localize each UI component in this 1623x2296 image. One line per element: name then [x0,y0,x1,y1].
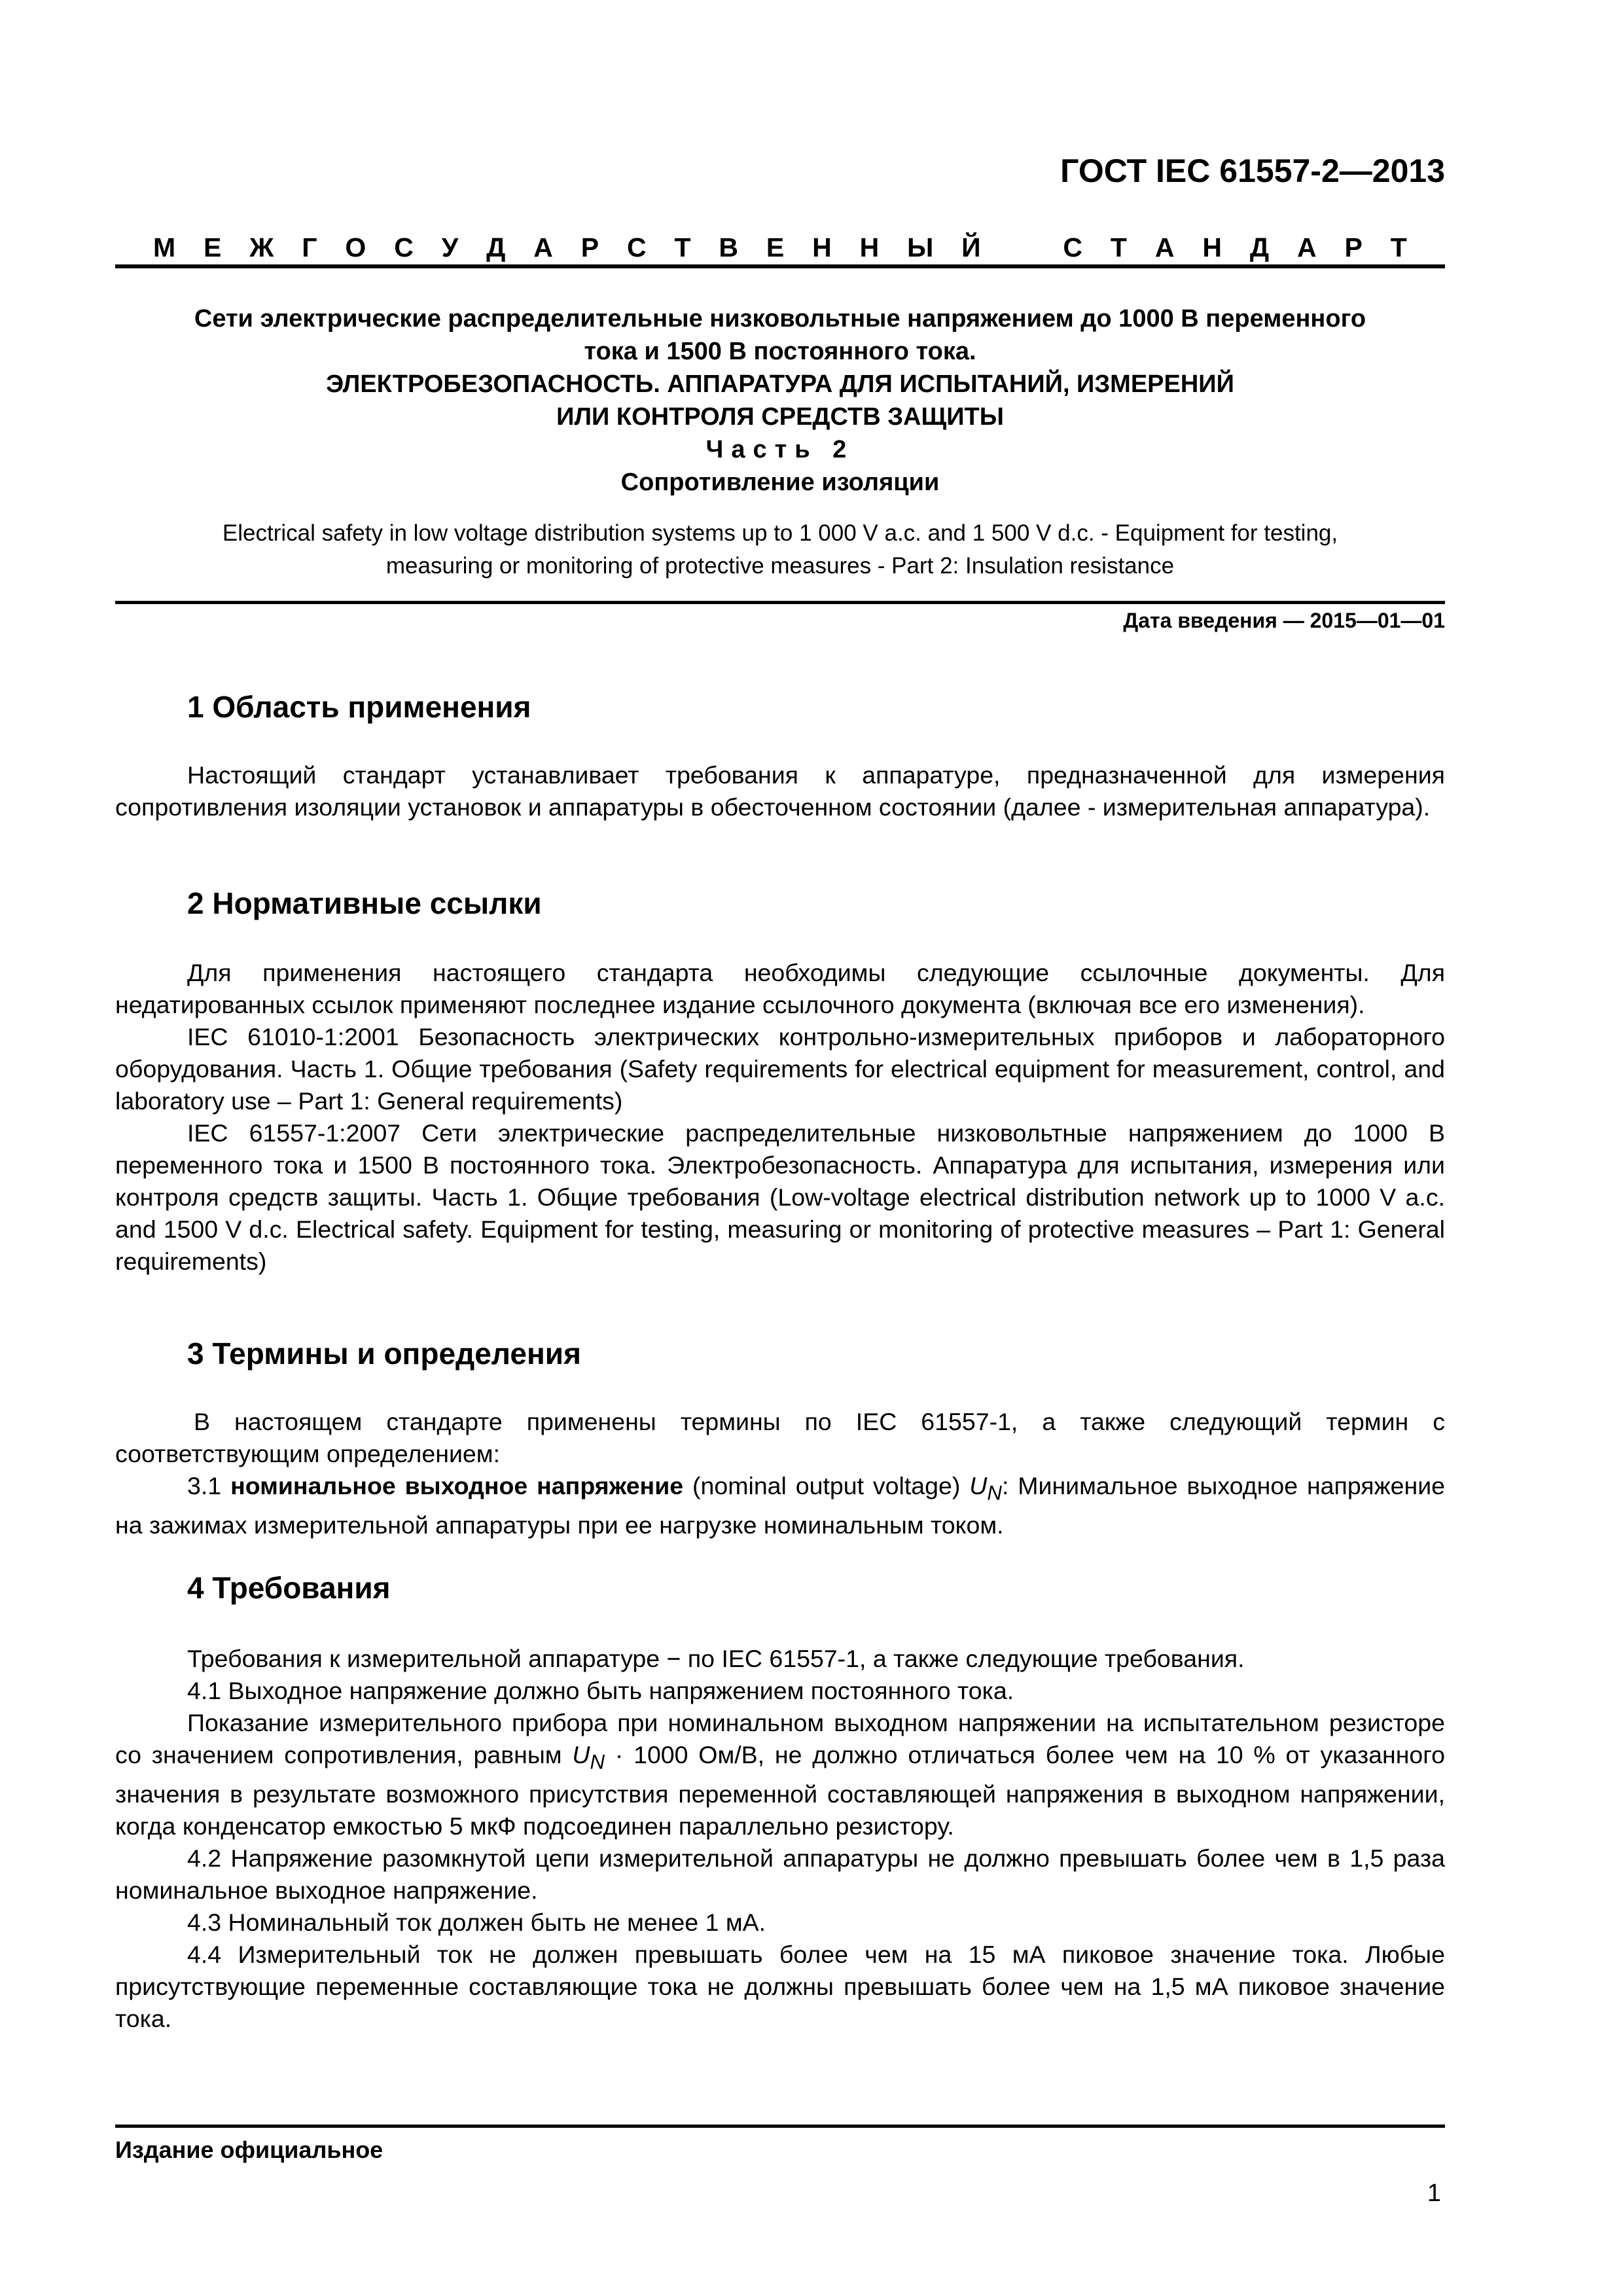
title-line: тока и 1500 В постоянного тока. [584,338,976,365]
banner-letter: Е [766,232,785,262]
banner-letter: А [1296,232,1317,262]
section-scope [115,687,1445,823]
symbol-un: $U_N$ [572,1741,605,1774]
term-english: (nominal output voltage) [692,1472,961,1499]
title-block [115,302,1445,499]
banner-letter: Т [1390,232,1407,262]
section-normative-references [115,884,1445,1278]
section-terms [115,1334,1445,1541]
banner-letter: Т [674,232,691,262]
requirement-item: 4.2 Напряжение разомкнутой цепи измерительной аппаратуры не должно превышать более чем в 1,5 раза номинальное выходное напряжение. [115,1844,1445,1904]
requirement-item: 4.4 Измерительный ток не должен превышать более чем на 15 мА пиковое значение тока. Любые присутствующие переменные составляющие тока не должны превышать более чем на 1,5 мА пиковое значение тока. [115,1940,1445,2032]
section-heading: 3 Термины и определения [187,1336,581,1371]
title-line: ИЛИ КОНТРОЛЯ СРЕДСТВ ЗАЩИТЫ [556,403,1004,431]
banner-letter: Н [812,232,832,262]
banner-letter: Ы [907,232,934,262]
section-heading: 2 Нормативные ссылки [187,886,542,920]
footer-rule [115,2125,1445,2128]
banner-letter: Р [580,232,599,262]
document-page [115,0,1445,2296]
banner-letter: С [626,232,647,262]
paragraph: Показание измерительного прибора при номинальном выходном напряжении на испытательном резисторе со значением сопротивления, равным $U_N \cdot 1000$ Ом/В, не должно отличаться более чем на 10 % от указанного значения в результате возможного присутствия переменной составляющей напряжения в выходном напряжении, когда конденсатор емкостью 5 мкФ подсоединен параллельно резистору. [115,1709,1445,1840]
requirement-item: 4.3 Номинальный ток должен быть не менее 1 мА. [187,1908,766,1936]
term-definition [115,1470,1445,1541]
banner-letter: О [345,232,366,262]
term-definition-text: : Минимальное выходное напряжение на зажимах измерительной аппаратуры при ее нагрузке номинальным током. [115,1472,1446,1539]
title-line: ЭЛЕКТРОБЕЗОПАСНОСТЬ. АППАРАТУРА ДЛЯ ИСПЫТАНИЙ, ИЗМЕРЕНИЙ [326,370,1234,398]
banner-letter: С [394,232,414,262]
page-number: 1 [1427,2179,1441,2207]
banner-letter: М [153,232,176,262]
banner-letter: С [1063,232,1083,262]
document-code: ГОСТ IEC 61557-2—2013 [1060,152,1445,189]
paragraph: Требования к измерительной аппаратуре − по IEC 61557-1, а также следующие требования. [187,1645,1245,1672]
banner-letter: В [719,232,738,262]
reference-entry: IEC 61010-1:2001 Безопасность электрических контрольно-измерительных приборов и лабораторного оборудования. Часть 1. Общие требования (Safety requirements for electrical equipment for measurement, control, and laboratory use – Part 1: General requirements) [115,1023,1445,1115]
banner-letter: У [441,232,459,262]
english-title [154,517,1406,583]
english-title-line: measuring or monitoring of protective measures - Part 2: Insulation resistance [385,553,1175,579]
paragraph: Настоящий стандарт устанавливает требования к аппаратуре, предназначенной для измерения сопротивления изоляции установок и аппаратуры в обесточенном состоянии (далее - измерительная аппаратура). [115,761,1445,821]
banner-letter: Р [1344,232,1363,262]
banner-letter: А [533,232,553,262]
reference-entry: IEC 61557-1:2007 Сети электрические распределительные низковольтные напряжением до 1000 В переменного тока и 1500 В постоянного тока. Электробезопасность. Аппаратура для испытания, измерения или контроля средств защиты. Часть 1. Общие требования (Low-voltage electrical distribution network up to 1000 V a.c. and 1500 V d.c. Electrical safety. Equipment for testing, measuring or monitoring of protective measures – Part 1: General requirements) [115,1119,1445,1275]
header-rule [115,264,1445,268]
banner-letter: Н [859,232,880,262]
section-heading: 1 Область применения [187,690,531,724]
term-symbol: $U_N$ [969,1472,1002,1505]
banner-letter: Д [1249,232,1270,262]
official-edition-label: Издание официальное [115,2136,383,2163]
paragraph: В настоящем стандарте применены термины по IEC 61557-1, а также следующий термин с соответствующим определением: [115,1408,1445,1467]
banner-letter: Е [204,232,222,262]
banner-letter: Н [1202,232,1222,262]
term-number: 3.1 [187,1472,222,1499]
introduction-date: Дата введения — 2015—01—01 [1123,609,1445,632]
title-rule [115,601,1445,604]
banner-letter: Ж [249,232,274,262]
banner-letter: Й [961,232,981,262]
banner-letter: Г [302,232,317,262]
term-name: номинальное выходное напряжение [230,1472,684,1499]
interstate-standard-banner [115,228,1445,267]
paragraph: Для применения настоящего стандарта необходимы следующие ссылочные документы. Для недатированных ссылок применяют последнее издание ссылочного документа (включая все его изменения). [115,959,1445,1018]
english-title-line: Electrical safety in low voltage distribution systems up to 1 000 V a.c. and 1 500 V d.c. - Equipment for testing, [222,520,1338,546]
part-label: Часть 2 [705,436,855,463]
banner-letter: А [1154,232,1175,262]
subtitle: Сопротивление изоляции [620,469,940,496]
requirement-item: 4.1 Выходное напряжение должно быть напряжением постоянного тока. [187,1677,1014,1704]
title-line: Сети электрические распределительные низковольтные напряжением до 1000 В переменного [194,305,1366,332]
section-heading: 4 Требования [187,1571,391,1605]
section-requirements [115,1568,1445,2035]
banner-letter: Д [486,232,506,262]
banner-letter: Т [1110,232,1127,262]
